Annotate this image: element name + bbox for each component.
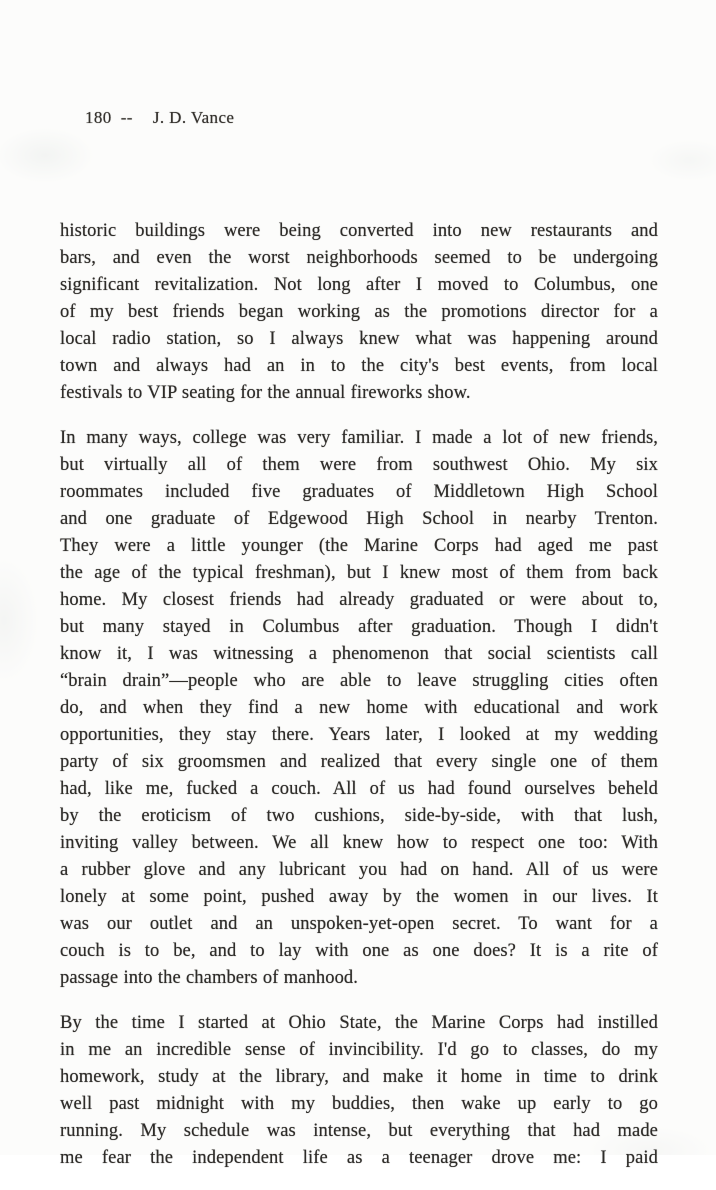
text-line: had, like me, fucked a couch. All of us had found ourselves beheld xyxy=(60,779,658,799)
paragraph xyxy=(60,425,658,992)
text-line: festivals to VIP seating for the annual fireworks show. xyxy=(60,383,471,403)
text-line: by the eroticism of two cushions, side-by-side, with that lush, xyxy=(60,806,658,826)
text-line: lonely at some point, pushed away by the women in our lives. It xyxy=(60,887,658,907)
text-line: town and always had an in to the city's best events, from local xyxy=(60,356,658,376)
text-line: a rubber glove and any lubricant you had on hand. All of us were xyxy=(60,860,658,880)
text-line: of my best friends began working as the promotions director for a xyxy=(60,302,658,322)
paragraph xyxy=(60,1010,658,1172)
text-line: and one graduate of Edgewood High School in nearby Trenton. xyxy=(60,509,658,529)
text-line: In many ways, college was very familiar. I made a lot of new friends, xyxy=(60,428,658,448)
text-line: know it, I was witnessing a phenomenon that social scientists call xyxy=(60,644,658,664)
header-dash: -- xyxy=(120,108,133,127)
text-line: home. My closest friends had already graduated or were about to, xyxy=(60,590,658,610)
text-line: roommates included five graduates of Middletown High School xyxy=(60,482,658,502)
text-line: local radio station, so I always knew what was happening around xyxy=(60,329,658,349)
text-line: By the time I started at Ohio State, the Marine Corps had instilled xyxy=(60,1013,658,1033)
text-line: significant revitalization. Not long after I moved to Columbus, one xyxy=(60,275,658,295)
text-line: historic buildings were being converted into new restaurants and xyxy=(60,221,658,241)
text-line: couch is to be, and to lay with one as one does? It is a rite of xyxy=(60,941,658,961)
text-line: in me an incredible sense of invincibility. I'd go to classes, do my xyxy=(60,1040,658,1060)
text-line: the age of the typical freshman), but I knew most of them from back xyxy=(60,563,658,583)
paragraph xyxy=(60,218,658,407)
text-line: They were a little younger (the Marine Corps had aged me past xyxy=(60,536,658,556)
text-line: do, and when they find a new home with educational and work xyxy=(60,698,658,718)
text-line: running. My schedule was intense, but everything that had made xyxy=(60,1121,658,1141)
text-line: was our outlet and an unspoken-yet-open secret. To want for a xyxy=(60,914,658,934)
text-line: party of six groomsmen and realized that every single one of them xyxy=(60,752,658,772)
text-line: “brain drain”—people who are able to leave struggling cities often xyxy=(60,671,658,691)
text-line: bars, and even the worst neighborhoods seemed to be undergoing xyxy=(60,248,658,268)
page-number: 180 xyxy=(85,108,112,127)
text-line: passage into the chambers of manhood. xyxy=(60,968,359,988)
text-line: inviting valley between. We all knew how to respect one too: With xyxy=(60,833,658,853)
text-line: opportunities, they stay there. Years later, I looked at my wedding xyxy=(60,725,658,745)
text-line: but virtually all of them were from southwest Ohio. My six xyxy=(60,455,658,475)
text-line: well past midnight with my buddies, then wake up early to go xyxy=(60,1094,658,1114)
text-line: but many stayed in Columbus after graduation. Though I didn't xyxy=(60,617,658,637)
text-line: me fear the independent life as a teenager drove me: I paid xyxy=(60,1148,658,1168)
page-header xyxy=(85,108,234,128)
page-body xyxy=(60,218,658,1190)
author-name: J. D. Vance xyxy=(152,108,235,127)
text-line: homework, study at the library, and make it home in time to drink xyxy=(60,1067,658,1087)
